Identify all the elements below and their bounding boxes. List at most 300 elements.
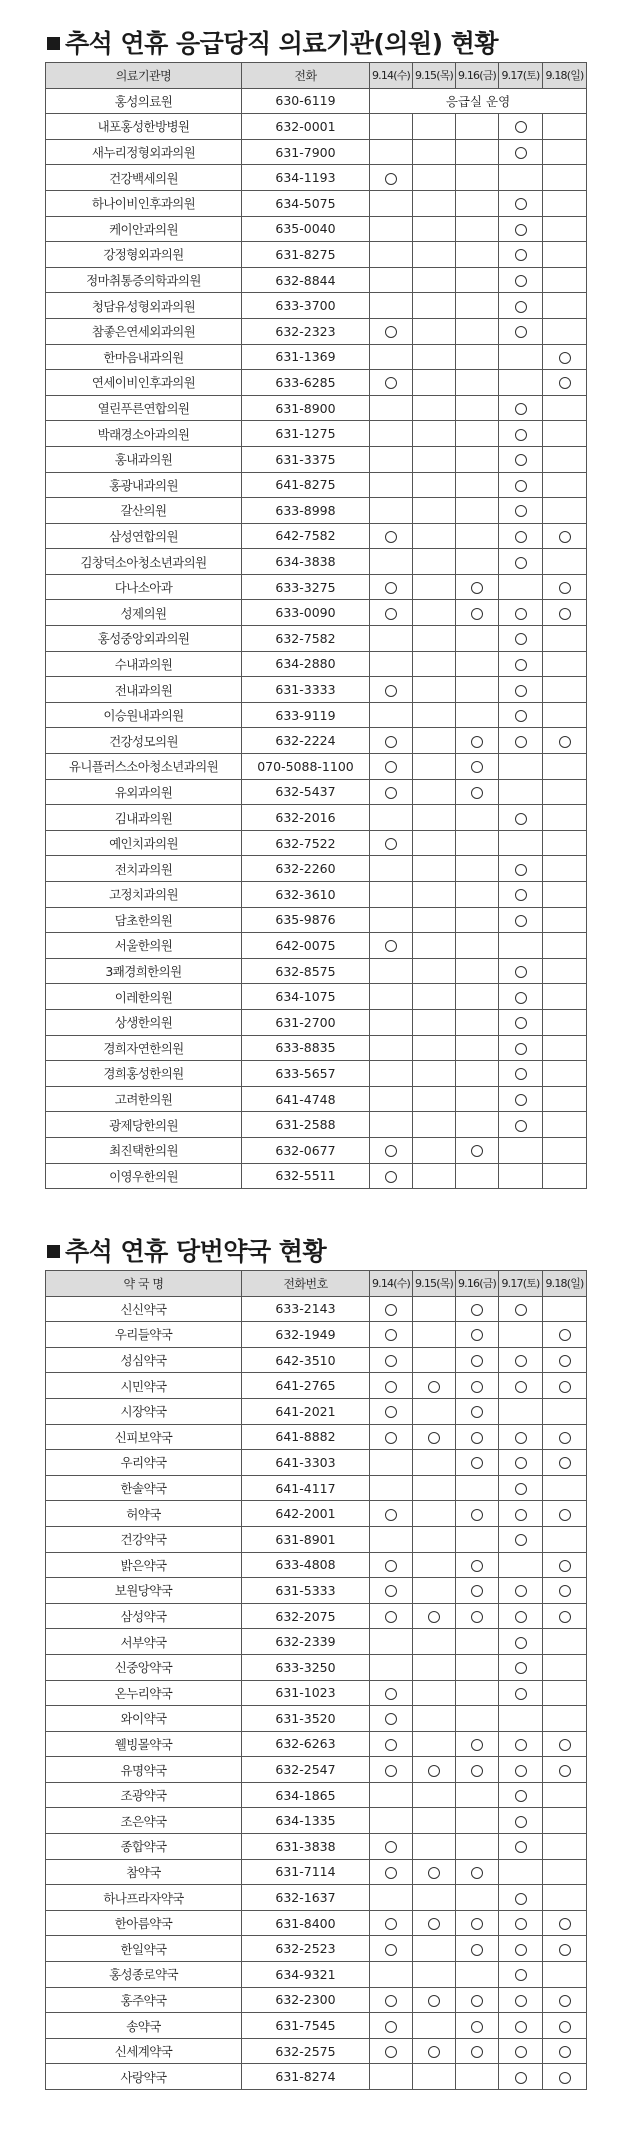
open-circle-icon [471, 1381, 483, 1393]
open-circle-icon [515, 1969, 527, 1981]
day-cell [499, 754, 543, 780]
row-phone: 632-1637 [242, 1885, 370, 1911]
day-cell [543, 805, 587, 831]
day-cell [543, 1086, 587, 1112]
day-cell [456, 1859, 499, 1885]
row-name: 허약국 [46, 1501, 242, 1527]
row-name: 홍성중앙외과의원 [46, 626, 242, 652]
row-name: 3쾌경희한의원 [46, 958, 242, 984]
open-circle-icon [385, 1765, 397, 1777]
day-cell [543, 1296, 587, 1322]
table-row [46, 1347, 587, 1373]
day-cell [456, 472, 499, 498]
open-circle-icon [515, 1534, 527, 1546]
open-circle-icon [428, 1381, 440, 1393]
open-circle-icon [385, 1171, 397, 1183]
open-circle-icon [515, 685, 527, 697]
open-circle-icon [471, 1304, 483, 1316]
row-phone: 632-2523 [242, 1936, 370, 1962]
open-circle-icon [385, 326, 397, 338]
header-day: 9.18(일) [543, 1271, 587, 1297]
day-cell [413, 190, 456, 216]
row-name: 수내과의원 [46, 651, 242, 677]
row-name: 신피보약국 [46, 1424, 242, 1450]
row-name: 전치과의원 [46, 856, 242, 882]
open-circle-icon [559, 377, 571, 389]
day-cell [370, 1347, 413, 1373]
table-row [46, 523, 587, 549]
day-cell [543, 1163, 587, 1189]
table-row [46, 472, 587, 498]
clinic-section-title [47, 24, 498, 60]
row-phone: 632-2339 [242, 1629, 370, 1655]
day-cell [413, 1086, 456, 1112]
day-cell [413, 1782, 456, 1808]
table-row [46, 1962, 587, 1988]
table-row [46, 1629, 587, 1655]
day-cell [413, 754, 456, 780]
row-name: 성심약국 [46, 1347, 242, 1373]
day-cell [413, 1731, 456, 1757]
table-row [46, 1654, 587, 1680]
row-name: 신중앙약국 [46, 1654, 242, 1680]
day-cell [413, 1347, 456, 1373]
day-cell [543, 1680, 587, 1706]
day-cell [543, 523, 587, 549]
day-cell [499, 1834, 543, 1860]
open-circle-icon [471, 2021, 483, 2033]
day-cell [499, 165, 543, 191]
day-cell [499, 1112, 543, 1138]
row-name: 홍광내과의원 [46, 472, 242, 498]
open-circle-icon [385, 1688, 397, 1700]
day-cell [543, 856, 587, 882]
open-circle-icon [471, 1867, 483, 1879]
day-cell [543, 702, 587, 728]
open-circle-icon [515, 736, 527, 748]
open-circle-icon [515, 1509, 527, 1521]
table-row [46, 856, 587, 882]
day-cell [543, 1782, 587, 1808]
day-cell [543, 1910, 587, 1936]
day-cell [370, 1526, 413, 1552]
row-name: 고정치과의원 [46, 882, 242, 908]
day-cell [456, 1347, 499, 1373]
day-cell [413, 984, 456, 1010]
row-phone: 633-6285 [242, 370, 370, 396]
day-cell [499, 190, 543, 216]
day-cell [543, 1526, 587, 1552]
day-cell [543, 779, 587, 805]
day-cell [543, 933, 587, 959]
day-cell [413, 1398, 456, 1424]
clinic-section-title-text: 추석 연휴 응급당직 의료기관(의원) 현황 [65, 29, 499, 58]
row-phone: 630-6119 [242, 88, 370, 114]
open-circle-icon [385, 1381, 397, 1393]
day-cell [543, 395, 587, 421]
table-row [46, 600, 587, 626]
row-phone: 631-7545 [242, 2013, 370, 2039]
open-circle-icon [385, 1713, 397, 1725]
row-phone: 631-2700 [242, 1009, 370, 1035]
row-name: 신세계약국 [46, 2038, 242, 2064]
row-phone: 632-2300 [242, 1987, 370, 2013]
day-cell [413, 1450, 456, 1476]
day-cell [413, 1987, 456, 2013]
open-circle-icon [385, 531, 397, 543]
open-circle-icon [428, 1611, 440, 1623]
day-cell [370, 1322, 413, 1348]
day-cell [499, 702, 543, 728]
day-cell [370, 421, 413, 447]
row-name: 정마취통증의학과의원 [46, 267, 242, 293]
row-phone: 634-1865 [242, 1782, 370, 1808]
day-cell [413, 1706, 456, 1732]
open-circle-icon [385, 1585, 397, 1597]
row-name: 연세이비인후과의원 [46, 370, 242, 396]
day-cell [543, 1936, 587, 1962]
row-name: 내포홍성한방병원 [46, 114, 242, 140]
day-cell [543, 446, 587, 472]
day-cell [413, 1424, 456, 1450]
table-row [46, 1808, 587, 1834]
day-cell [543, 498, 587, 524]
day-cell [370, 728, 413, 754]
day-cell [370, 318, 413, 344]
table-row [46, 1475, 587, 1501]
day-cell [543, 1885, 587, 1911]
day-cell [456, 139, 499, 165]
day-cell [413, 1475, 456, 1501]
table-row [46, 1322, 587, 1348]
open-circle-icon [559, 608, 571, 620]
day-cell [499, 574, 543, 600]
day-cell [413, 1603, 456, 1629]
row-phone: 631-8901 [242, 1526, 370, 1552]
table-row [46, 1009, 587, 1035]
day-cell [499, 395, 543, 421]
row-note: 응급실 운영 [370, 88, 587, 114]
table-row [46, 1782, 587, 1808]
row-phone: 634-1193 [242, 165, 370, 191]
open-circle-icon [471, 1739, 483, 1751]
row-name: 건강약국 [46, 1526, 242, 1552]
row-phone: 632-2224 [242, 728, 370, 754]
row-name: 케이안과의원 [46, 216, 242, 242]
day-cell [543, 1962, 587, 1988]
open-circle-icon [471, 1585, 483, 1597]
open-circle-icon [385, 1611, 397, 1623]
row-name: 전내과의원 [46, 677, 242, 703]
day-cell [413, 626, 456, 652]
row-name: 한솔약국 [46, 1475, 242, 1501]
open-circle-icon [515, 275, 527, 287]
row-name: 최진택한의원 [46, 1137, 242, 1163]
day-cell [413, 958, 456, 984]
day-cell [499, 2013, 543, 2039]
day-cell [499, 370, 543, 396]
row-name: 홍주약국 [46, 1987, 242, 2013]
day-cell [543, 1757, 587, 1783]
day-cell [370, 1654, 413, 1680]
day-cell [499, 2038, 543, 2064]
row-phone: 070-5088-1100 [242, 754, 370, 780]
day-cell [499, 1424, 543, 1450]
day-cell [499, 1680, 543, 1706]
day-cell [456, 395, 499, 421]
day-cell [413, 2038, 456, 2064]
table-row [46, 549, 587, 575]
day-cell [499, 856, 543, 882]
row-phone: 633-3700 [242, 293, 370, 319]
open-circle-icon [385, 838, 397, 850]
open-circle-icon [515, 1918, 527, 1930]
day-cell [413, 472, 456, 498]
open-circle-icon [385, 1841, 397, 1853]
day-cell [499, 1061, 543, 1087]
day-cell [499, 1501, 543, 1527]
table-row [46, 2038, 587, 2064]
day-cell [370, 165, 413, 191]
row-phone: 632-0677 [242, 1137, 370, 1163]
open-circle-icon [559, 2021, 571, 2033]
row-name: 다나소아과 [46, 574, 242, 600]
row-name: 고려한의원 [46, 1086, 242, 1112]
day-cell [413, 805, 456, 831]
day-cell [543, 1552, 587, 1578]
day-cell [499, 1987, 543, 2013]
day-cell [499, 1086, 543, 1112]
row-phone: 633-4808 [242, 1552, 370, 1578]
day-cell [370, 1936, 413, 1962]
day-cell [499, 882, 543, 908]
day-cell [499, 728, 543, 754]
open-circle-icon [515, 1944, 527, 1956]
day-cell [370, 1552, 413, 1578]
open-circle-icon [515, 1355, 527, 1367]
row-name: 서울한의원 [46, 933, 242, 959]
day-cell [370, 1859, 413, 1885]
open-circle-icon [515, 429, 527, 441]
open-circle-icon [559, 1918, 571, 1930]
day-cell [370, 446, 413, 472]
day-cell [499, 1757, 543, 1783]
day-cell [499, 344, 543, 370]
open-circle-icon [515, 454, 527, 466]
row-phone: 631-2588 [242, 1112, 370, 1138]
table-row [46, 242, 587, 268]
day-cell [370, 1885, 413, 1911]
open-circle-icon [515, 2046, 527, 2058]
day-cell [543, 1475, 587, 1501]
day-cell [413, 1654, 456, 1680]
open-circle-icon [471, 736, 483, 748]
open-circle-icon [515, 710, 527, 722]
day-cell [543, 1450, 587, 1476]
table-row [46, 1706, 587, 1732]
row-name: 하나이비인후과의원 [46, 190, 242, 216]
row-phone: 642-0075 [242, 933, 370, 959]
table-row [46, 574, 587, 600]
day-cell [413, 1163, 456, 1189]
day-cell [413, 267, 456, 293]
table-header-row [46, 63, 587, 89]
day-cell [456, 1322, 499, 1348]
day-cell [370, 267, 413, 293]
day-cell [370, 1424, 413, 1450]
table-row [46, 421, 587, 447]
day-cell [543, 165, 587, 191]
header-phone: 전화번호 [242, 1271, 370, 1297]
day-cell [543, 293, 587, 319]
day-cell [370, 1112, 413, 1138]
row-phone: 632-8844 [242, 267, 370, 293]
day-cell [456, 1629, 499, 1655]
row-name: 건강백세의원 [46, 165, 242, 191]
day-cell [543, 1009, 587, 1035]
day-cell [499, 139, 543, 165]
day-cell [413, 779, 456, 805]
day-cell [456, 1834, 499, 1860]
day-cell [543, 1629, 587, 1655]
row-name: 보원당약국 [46, 1578, 242, 1604]
table-row [46, 1526, 587, 1552]
day-cell [543, 626, 587, 652]
header-day: 9.17(토) [499, 1271, 543, 1297]
day-cell [499, 1808, 543, 1834]
open-circle-icon [515, 301, 527, 313]
open-circle-icon [515, 1094, 527, 1106]
day-cell [456, 651, 499, 677]
day-cell [413, 856, 456, 882]
day-cell [456, 933, 499, 959]
open-circle-icon [559, 2072, 571, 2084]
table-row [46, 498, 587, 524]
row-phone: 633-0090 [242, 600, 370, 626]
day-cell [499, 1475, 543, 1501]
open-circle-icon [515, 915, 527, 927]
open-circle-icon [559, 1329, 571, 1341]
day-cell [543, 600, 587, 626]
day-cell [370, 805, 413, 831]
day-cell [370, 1782, 413, 1808]
day-cell [413, 1009, 456, 1035]
open-circle-icon [428, 1918, 440, 1930]
day-cell [413, 1936, 456, 1962]
day-cell [543, 1501, 587, 1527]
day-cell [499, 779, 543, 805]
row-phone: 634-3838 [242, 549, 370, 575]
day-cell [456, 1398, 499, 1424]
day-cell [499, 293, 543, 319]
day-cell [370, 472, 413, 498]
table-row [46, 1035, 587, 1061]
day-cell [456, 1137, 499, 1163]
day-cell [456, 1654, 499, 1680]
table-row [46, 446, 587, 472]
day-cell [456, 677, 499, 703]
day-cell [370, 1987, 413, 2013]
row-phone: 632-5511 [242, 1163, 370, 1189]
table-row [46, 293, 587, 319]
day-cell [413, 1962, 456, 1988]
row-phone: 632-8575 [242, 958, 370, 984]
day-cell [370, 2013, 413, 2039]
day-cell [499, 523, 543, 549]
table-row [46, 1936, 587, 1962]
open-circle-icon [385, 1918, 397, 1930]
table-row [46, 1885, 587, 1911]
day-cell [413, 242, 456, 268]
row-phone: 632-1949 [242, 1322, 370, 1348]
open-circle-icon [471, 1355, 483, 1367]
row-name: 강정형외과의원 [46, 242, 242, 268]
row-name: 박래경소아과의원 [46, 421, 242, 447]
day-cell [370, 1086, 413, 1112]
day-cell [370, 190, 413, 216]
table-row [46, 651, 587, 677]
day-cell [413, 446, 456, 472]
day-cell [499, 958, 543, 984]
table-row [46, 1398, 587, 1424]
day-cell [456, 293, 499, 319]
day-cell [543, 754, 587, 780]
day-cell [370, 1603, 413, 1629]
pharmacy-table [45, 1270, 587, 2090]
row-phone: 631-1023 [242, 1680, 370, 1706]
open-circle-icon [385, 761, 397, 773]
row-phone: 631-3333 [242, 677, 370, 703]
day-cell [370, 293, 413, 319]
day-cell [456, 1552, 499, 1578]
row-phone: 631-3375 [242, 446, 370, 472]
day-cell [499, 651, 543, 677]
open-circle-icon [515, 1765, 527, 1777]
table-row [46, 1163, 587, 1189]
row-name: 상생한의원 [46, 1009, 242, 1035]
day-cell [543, 1347, 587, 1373]
day-cell [456, 1757, 499, 1783]
open-circle-icon [385, 1329, 397, 1341]
day-cell [543, 984, 587, 1010]
table-row [46, 216, 587, 242]
open-circle-icon [515, 121, 527, 133]
day-cell [413, 651, 456, 677]
row-phone: 642-3510 [242, 1347, 370, 1373]
row-name: 시민약국 [46, 1373, 242, 1399]
table-row [46, 933, 587, 959]
table-row [46, 344, 587, 370]
row-name: 갈산의원 [46, 498, 242, 524]
open-circle-icon [471, 1995, 483, 2007]
row-name: 웰빙몰약국 [46, 1731, 242, 1757]
open-circle-icon [515, 659, 527, 671]
day-cell [499, 600, 543, 626]
day-cell [370, 1834, 413, 1860]
row-name: 유외과의원 [46, 779, 242, 805]
table-row [46, 1910, 587, 1936]
open-circle-icon [515, 1432, 527, 1444]
table-row [46, 1450, 587, 1476]
open-circle-icon [515, 864, 527, 876]
day-cell [456, 1808, 499, 1834]
day-cell [543, 1808, 587, 1834]
day-cell [543, 1137, 587, 1163]
day-cell [499, 1373, 543, 1399]
day-cell [413, 1296, 456, 1322]
open-circle-icon [385, 787, 397, 799]
day-cell [456, 600, 499, 626]
